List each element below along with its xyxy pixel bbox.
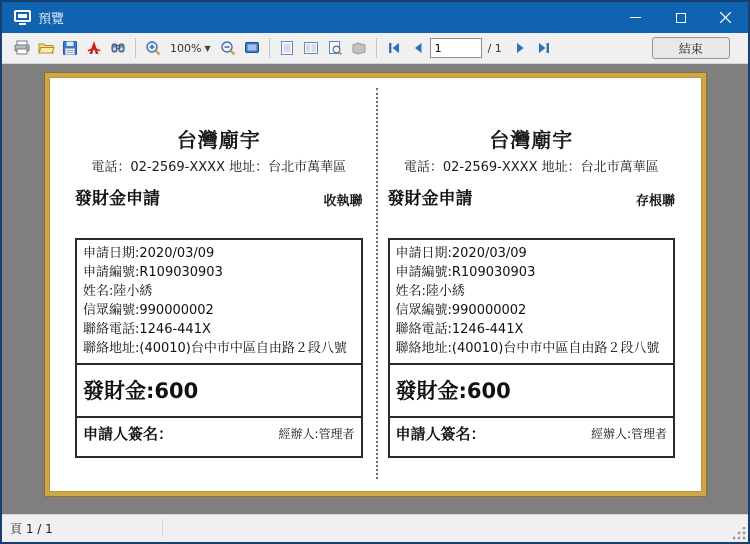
find-button[interactable] <box>106 36 130 60</box>
single-page-icon <box>278 39 296 57</box>
zoom-level-value: 100% <box>170 41 202 55</box>
signature-label: 申請人簽名： <box>83 425 174 443</box>
export-pdf-icon <box>85 39 103 57</box>
save-button[interactable] <box>58 36 82 60</box>
page-total-label: / 1 <box>487 41 502 55</box>
temple-contact: 電話：02-2569-XXXX 地址：台北市萬華區 <box>91 160 347 175</box>
apply-number: 申請編號:R109030903 <box>395 265 536 280</box>
disabled-tool-icon <box>350 39 368 57</box>
window-title: 預覽 <box>38 12 65 27</box>
applicant-name: 姓名:陸小綉 <box>395 284 465 299</box>
last-page-button[interactable] <box>532 36 556 60</box>
open-icon <box>37 39 55 57</box>
detail-box <box>388 238 676 458</box>
disabled-tool-button <box>347 36 371 60</box>
two-page-icon <box>302 39 320 57</box>
receipt-customer-copy <box>50 78 376 491</box>
save-icon <box>61 39 79 57</box>
print-icon <box>13 39 31 57</box>
receipt-stub-copy <box>376 78 702 491</box>
handler-label: 經辦人:管理者 <box>590 427 667 441</box>
minimize-button[interactable] <box>613 2 658 33</box>
form-title: 發財金申請 <box>75 189 160 209</box>
detail-box <box>75 238 363 458</box>
first-page-button[interactable] <box>382 36 406 60</box>
prev-page-button[interactable] <box>406 36 430 60</box>
paper-gold-frame <box>44 72 707 497</box>
status-page-label: 頁 1 / 1 <box>10 522 53 536</box>
believer-number: 信眾編號:990000002 <box>395 303 527 318</box>
page-zoom-icon <box>326 39 344 57</box>
preview-area <box>2 64 748 514</box>
document-page <box>49 77 702 492</box>
zoom-in-icon <box>144 39 162 57</box>
close-icon <box>720 12 731 23</box>
toolbar <box>2 33 748 64</box>
fit-window-icon <box>243 39 261 57</box>
copy-label: 存根聯 <box>635 194 675 209</box>
statusbar <box>2 514 748 542</box>
end-button[interactable]: 結束 <box>652 37 730 59</box>
form-title: 發財金申請 <box>387 189 473 209</box>
applicant-name: 姓名:陸小綉 <box>83 284 153 299</box>
page-number-input[interactable] <box>430 38 482 58</box>
export-pdf-button[interactable] <box>82 36 106 60</box>
apply-date: 申請日期:2020/03/09 <box>83 246 215 261</box>
chevron-down-icon: ▼ <box>204 43 211 53</box>
open-button[interactable] <box>34 36 58 60</box>
apply-number: 申請編號:R109030903 <box>83 265 223 280</box>
zoom-in-button[interactable] <box>141 36 165 60</box>
next-page-icon <box>512 40 528 56</box>
copy-label: 收執聯 <box>323 194 363 209</box>
page-zoom-button[interactable] <box>323 36 347 60</box>
contact-phone: 聯絡電話:1246-441X <box>395 322 524 337</box>
first-page-icon <box>386 40 402 56</box>
zoom-level-select[interactable] <box>165 40 216 57</box>
dotted-cut-line <box>376 88 378 479</box>
prev-page-icon <box>410 40 426 56</box>
find-icon <box>109 39 127 57</box>
maximize-icon <box>676 13 686 23</box>
print-button[interactable] <box>10 36 34 60</box>
titlebar <box>2 2 748 33</box>
statusbar-divider <box>162 519 163 538</box>
contact-address: 聯絡地址:(40010)台中市中區自由路２段八號 <box>395 341 660 356</box>
last-page-icon <box>536 40 552 56</box>
temple-name: 台灣廟宇 <box>489 128 574 152</box>
toolbar-separator <box>135 38 136 58</box>
minimize-icon <box>630 12 641 23</box>
zoom-out-button[interactable] <box>216 36 240 60</box>
next-page-button[interactable] <box>508 36 532 60</box>
signature-label: 申請人簽名： <box>395 425 486 443</box>
single-page-button[interactable] <box>275 36 299 60</box>
zoom-out-icon <box>219 39 237 57</box>
believer-number: 信眾編號:990000002 <box>83 303 214 318</box>
fortune-amount: 發財金:600 <box>83 379 199 403</box>
handler-label: 經辦人:管理者 <box>278 427 355 441</box>
fortune-amount: 發財金:600 <box>395 379 511 403</box>
two-page-button[interactable] <box>299 36 323 60</box>
temple-contact: 電話：02-2569-XXXX 地址：台北市萬華區 <box>403 160 659 175</box>
apply-date: 申請日期:2020/03/09 <box>395 246 527 261</box>
resize-grip[interactable] <box>733 527 746 540</box>
contact-phone: 聯絡電話:1246-441X <box>83 322 211 337</box>
contact-address: 聯絡地址:(40010)台中市中區自由路２段八號 <box>83 341 347 356</box>
close-button[interactable] <box>703 2 748 33</box>
temple-name: 台灣廟宇 <box>176 128 261 152</box>
app-icon <box>14 10 31 25</box>
toolbar-separator <box>269 38 270 58</box>
maximize-button[interactable] <box>658 2 703 33</box>
fit-window-button[interactable] <box>240 36 264 60</box>
toolbar-separator <box>376 38 377 58</box>
